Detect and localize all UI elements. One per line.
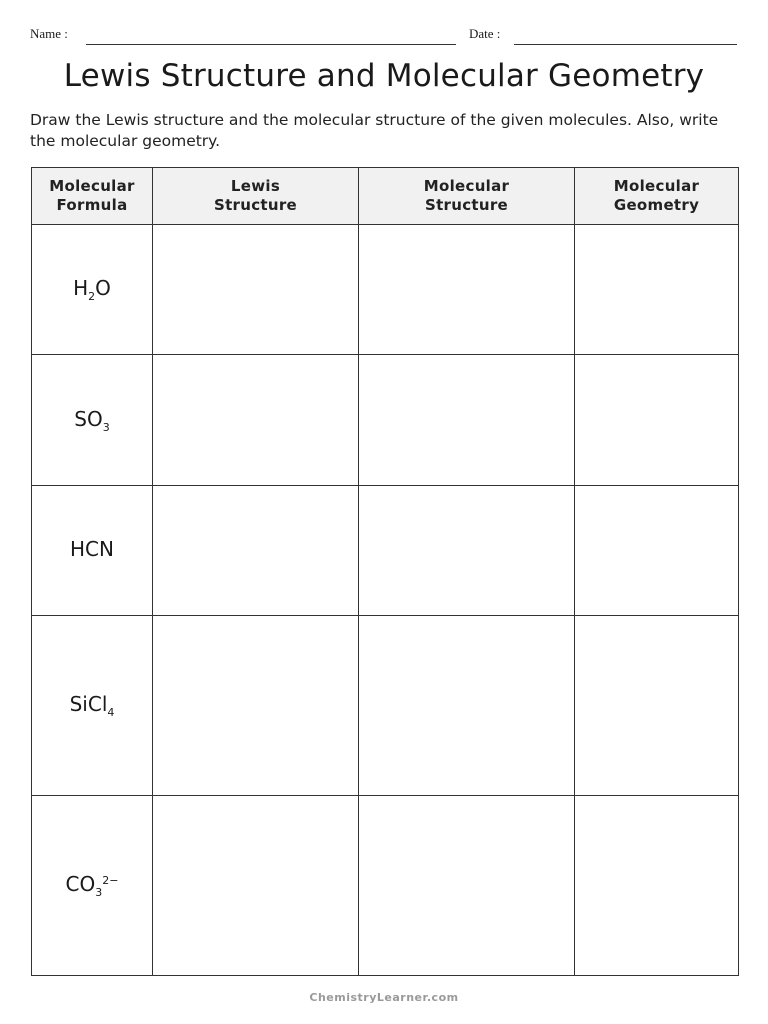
molecular-geometry-cell[interactable] bbox=[575, 616, 739, 796]
table-row bbox=[32, 225, 739, 355]
molecular-structure-cell[interactable] bbox=[359, 355, 575, 486]
lewis-structure-cell[interactable] bbox=[153, 225, 359, 355]
lewis-structure-cell[interactable] bbox=[153, 616, 359, 796]
table-row bbox=[32, 796, 739, 976]
molecular-geometry-cell[interactable] bbox=[575, 486, 739, 616]
column-header-formula: Molecular Formula bbox=[32, 168, 153, 225]
worksheet-title: Lewis Structure and Molecular Geometry bbox=[63, 58, 705, 94]
molecular-structure-cell[interactable] bbox=[359, 616, 575, 796]
column-header-geometry: Molecular Geometry bbox=[575, 168, 739, 225]
site-footer: ChemistryLearner.com bbox=[309, 991, 459, 1004]
instructions: Draw the Lewis structure and the molecular structure of the given molecules. Also, write the molecular geometry. bbox=[30, 111, 719, 150]
formula-cell: $SO_3$ bbox=[32, 355, 153, 486]
formula-cell: $CO_3^{2-}$ bbox=[32, 796, 153, 976]
formula-cell: $H_2O$ bbox=[32, 225, 153, 355]
date-field[interactable] bbox=[514, 44, 737, 45]
molecular-structure-cell[interactable] bbox=[359, 486, 575, 616]
table-header-row bbox=[32, 168, 739, 225]
table-row bbox=[32, 616, 739, 796]
column-header-structure: Molecular Structure bbox=[359, 168, 575, 225]
lewis-structure-cell[interactable] bbox=[153, 796, 359, 976]
date-label: Date : bbox=[469, 26, 501, 41]
molecular-geometry-cell[interactable] bbox=[575, 355, 739, 486]
formula-cell: HCN bbox=[32, 486, 153, 616]
table-row bbox=[32, 355, 739, 486]
name-label: Name : bbox=[30, 26, 68, 41]
table-row bbox=[32, 486, 739, 616]
molecular-geometry-cell[interactable] bbox=[575, 225, 739, 355]
lewis-structure-cell[interactable] bbox=[153, 355, 359, 486]
worksheet-table bbox=[31, 167, 739, 976]
column-header-lewis: Lewis Structure bbox=[153, 168, 359, 225]
molecular-structure-cell[interactable] bbox=[359, 225, 575, 355]
formula-cell: SiCl$_4$ bbox=[32, 616, 153, 796]
molecular-structure-cell[interactable] bbox=[359, 796, 575, 976]
molecular-geometry-cell[interactable] bbox=[575, 796, 739, 976]
lewis-structure-cell[interactable] bbox=[153, 486, 359, 616]
name-field[interactable] bbox=[86, 44, 456, 45]
